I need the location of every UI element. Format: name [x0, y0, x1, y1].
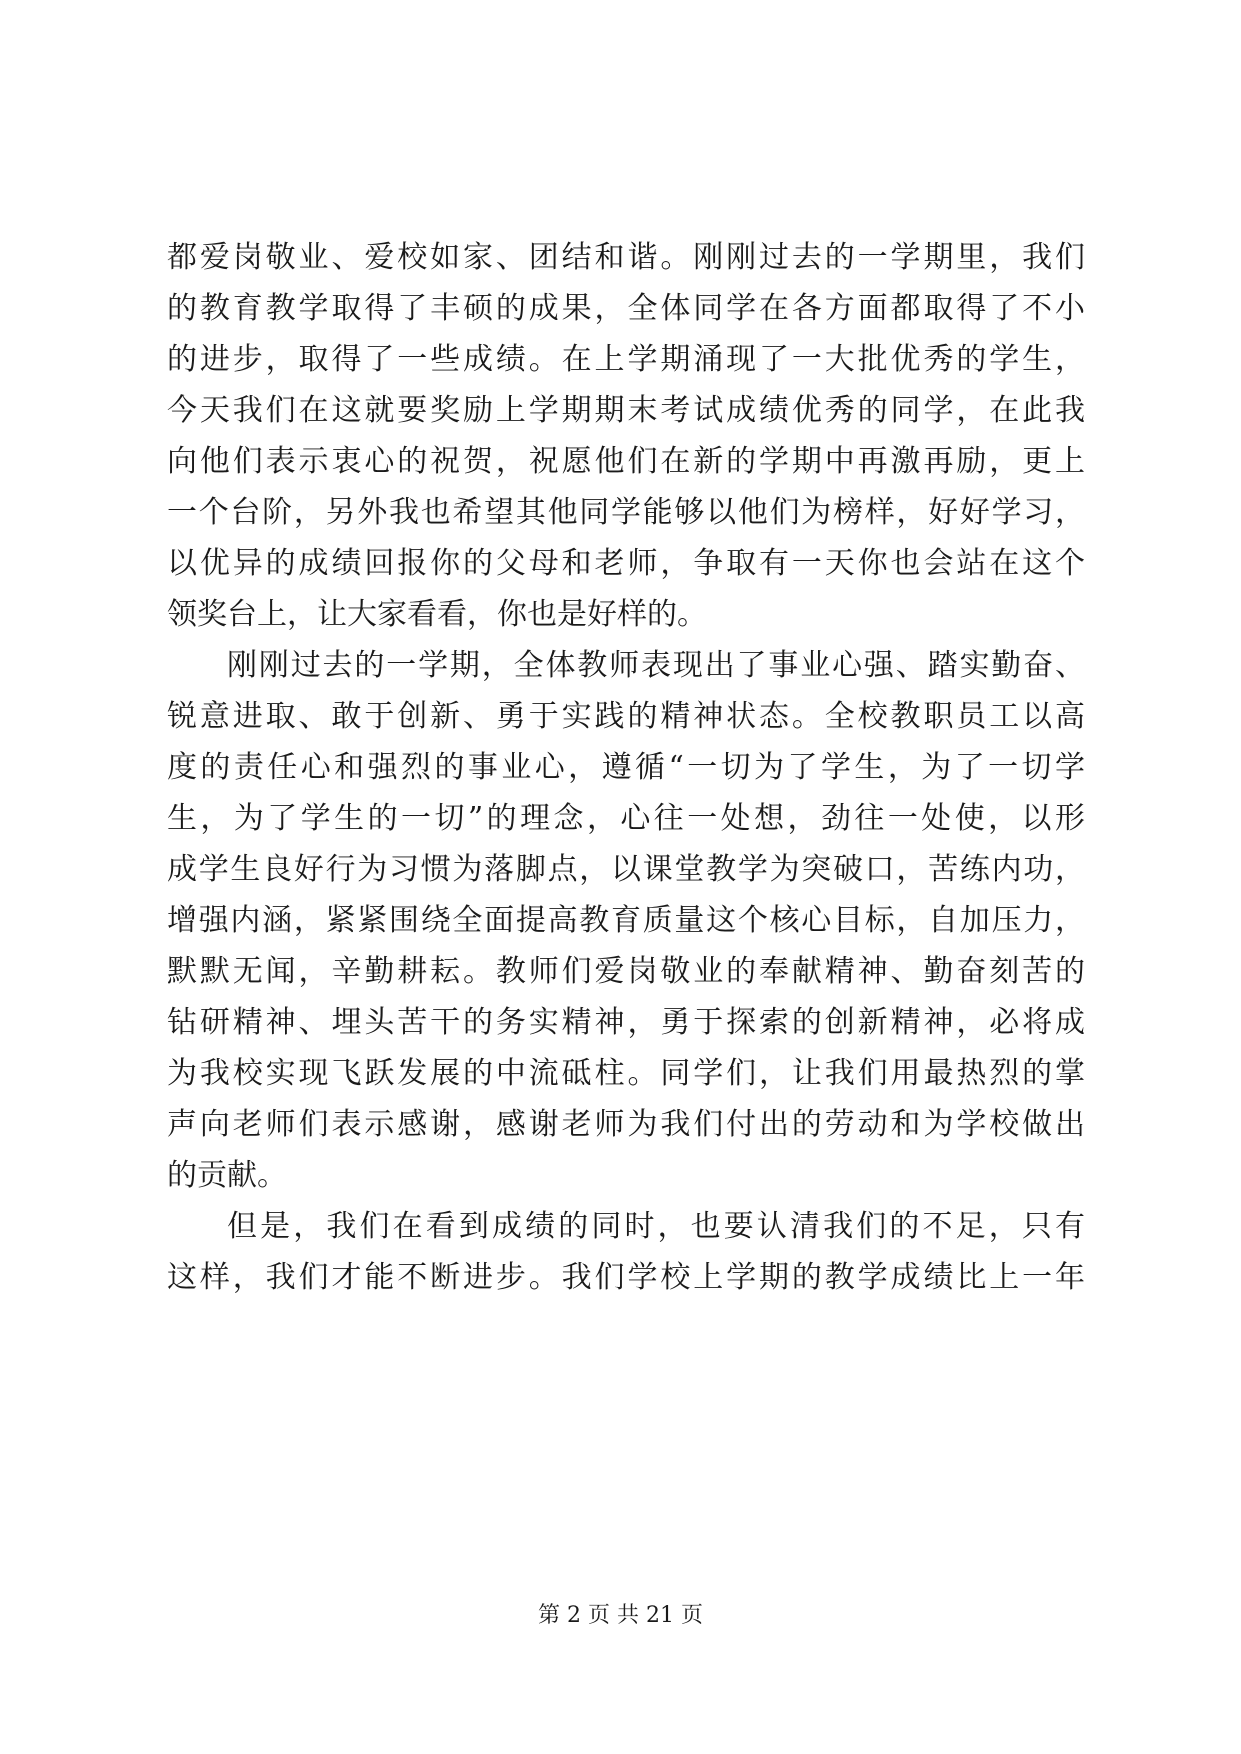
text-line: 向他们表示衷心的祝贺，祝愿他们在新的学期中再激再励，更上	[167, 444, 1085, 479]
text-line: 钻研精神、埋头苦干的务实精神，勇于探索的创新精神，必将成	[167, 1005, 1085, 1040]
body-text	[167, 232, 1085, 1303]
text-line: 的进步，取得了一些成绩。在上学期涌现了一大批优秀的学生，	[167, 342, 1085, 377]
text-line: 为我校实现飞跃发展的中流砥柱。同学们，让我们用最热烈的掌	[167, 1056, 1085, 1091]
text-line: 成学生良好行为习惯为落脚点，以课堂教学为突破口，苦练内功，	[167, 852, 1085, 887]
text-line: 一个台阶，另外我也希望其他同学能够以他们为榜样，好好学习，	[167, 495, 1085, 530]
text-line: 生，为了学生的一切”的理念，心往一处想，劲往一处使，以形	[167, 801, 1085, 836]
paragraph-first-line: 刚刚过去的一学期，全体教师表现出了事业心强、踏实勤奋、	[227, 648, 1085, 683]
text-line: 默默无闻，辛勤耕耘。教师们爱岗敬业的奉献精神、勤奋刻苦的	[167, 954, 1085, 989]
text-line: 的教育教学取得了丰硕的成果，全体同学在各方面都取得了不小	[167, 291, 1085, 326]
text-line: 以优异的成绩回报你的父母和老师，争取有一天你也会站在这个	[167, 546, 1085, 581]
text-line: 增强内涵，紧紧围绕全面提高教育质量这个核心目标，自加压力，	[167, 903, 1085, 938]
text-line: 领奖台上，让大家看看，你也是好样的。	[167, 597, 707, 632]
text-line: 都爱岗敬业、爱校如家、团结和谐。刚刚过去的一学期里，我们	[167, 240, 1085, 275]
text-line: 今天我们在这就要奖励上学期期末考试成绩优秀的同学，在此我	[167, 393, 1085, 428]
text-line: 度的责任心和强烈的事业心，遵循“一切为了学生，为了一切学	[167, 750, 1085, 785]
paragraph-first-line: 但是，我们在看到成绩的同时，也要认清我们的不足，只有	[227, 1209, 1085, 1244]
page-number-footer: 第 2 页 共 21 页	[538, 1603, 703, 1628]
text-line: 的贡献。	[167, 1158, 287, 1193]
text-line: 这样，我们才能不断进步。我们学校上学期的教学成绩比上一年	[167, 1260, 1085, 1295]
text-line: 声向老师们表示感谢，感谢老师为我们付出的劳动和为学校做出	[167, 1107, 1085, 1142]
text-line: 锐意进取、敢于创新、勇于实践的精神状态。全校教职员工以高	[167, 699, 1085, 734]
